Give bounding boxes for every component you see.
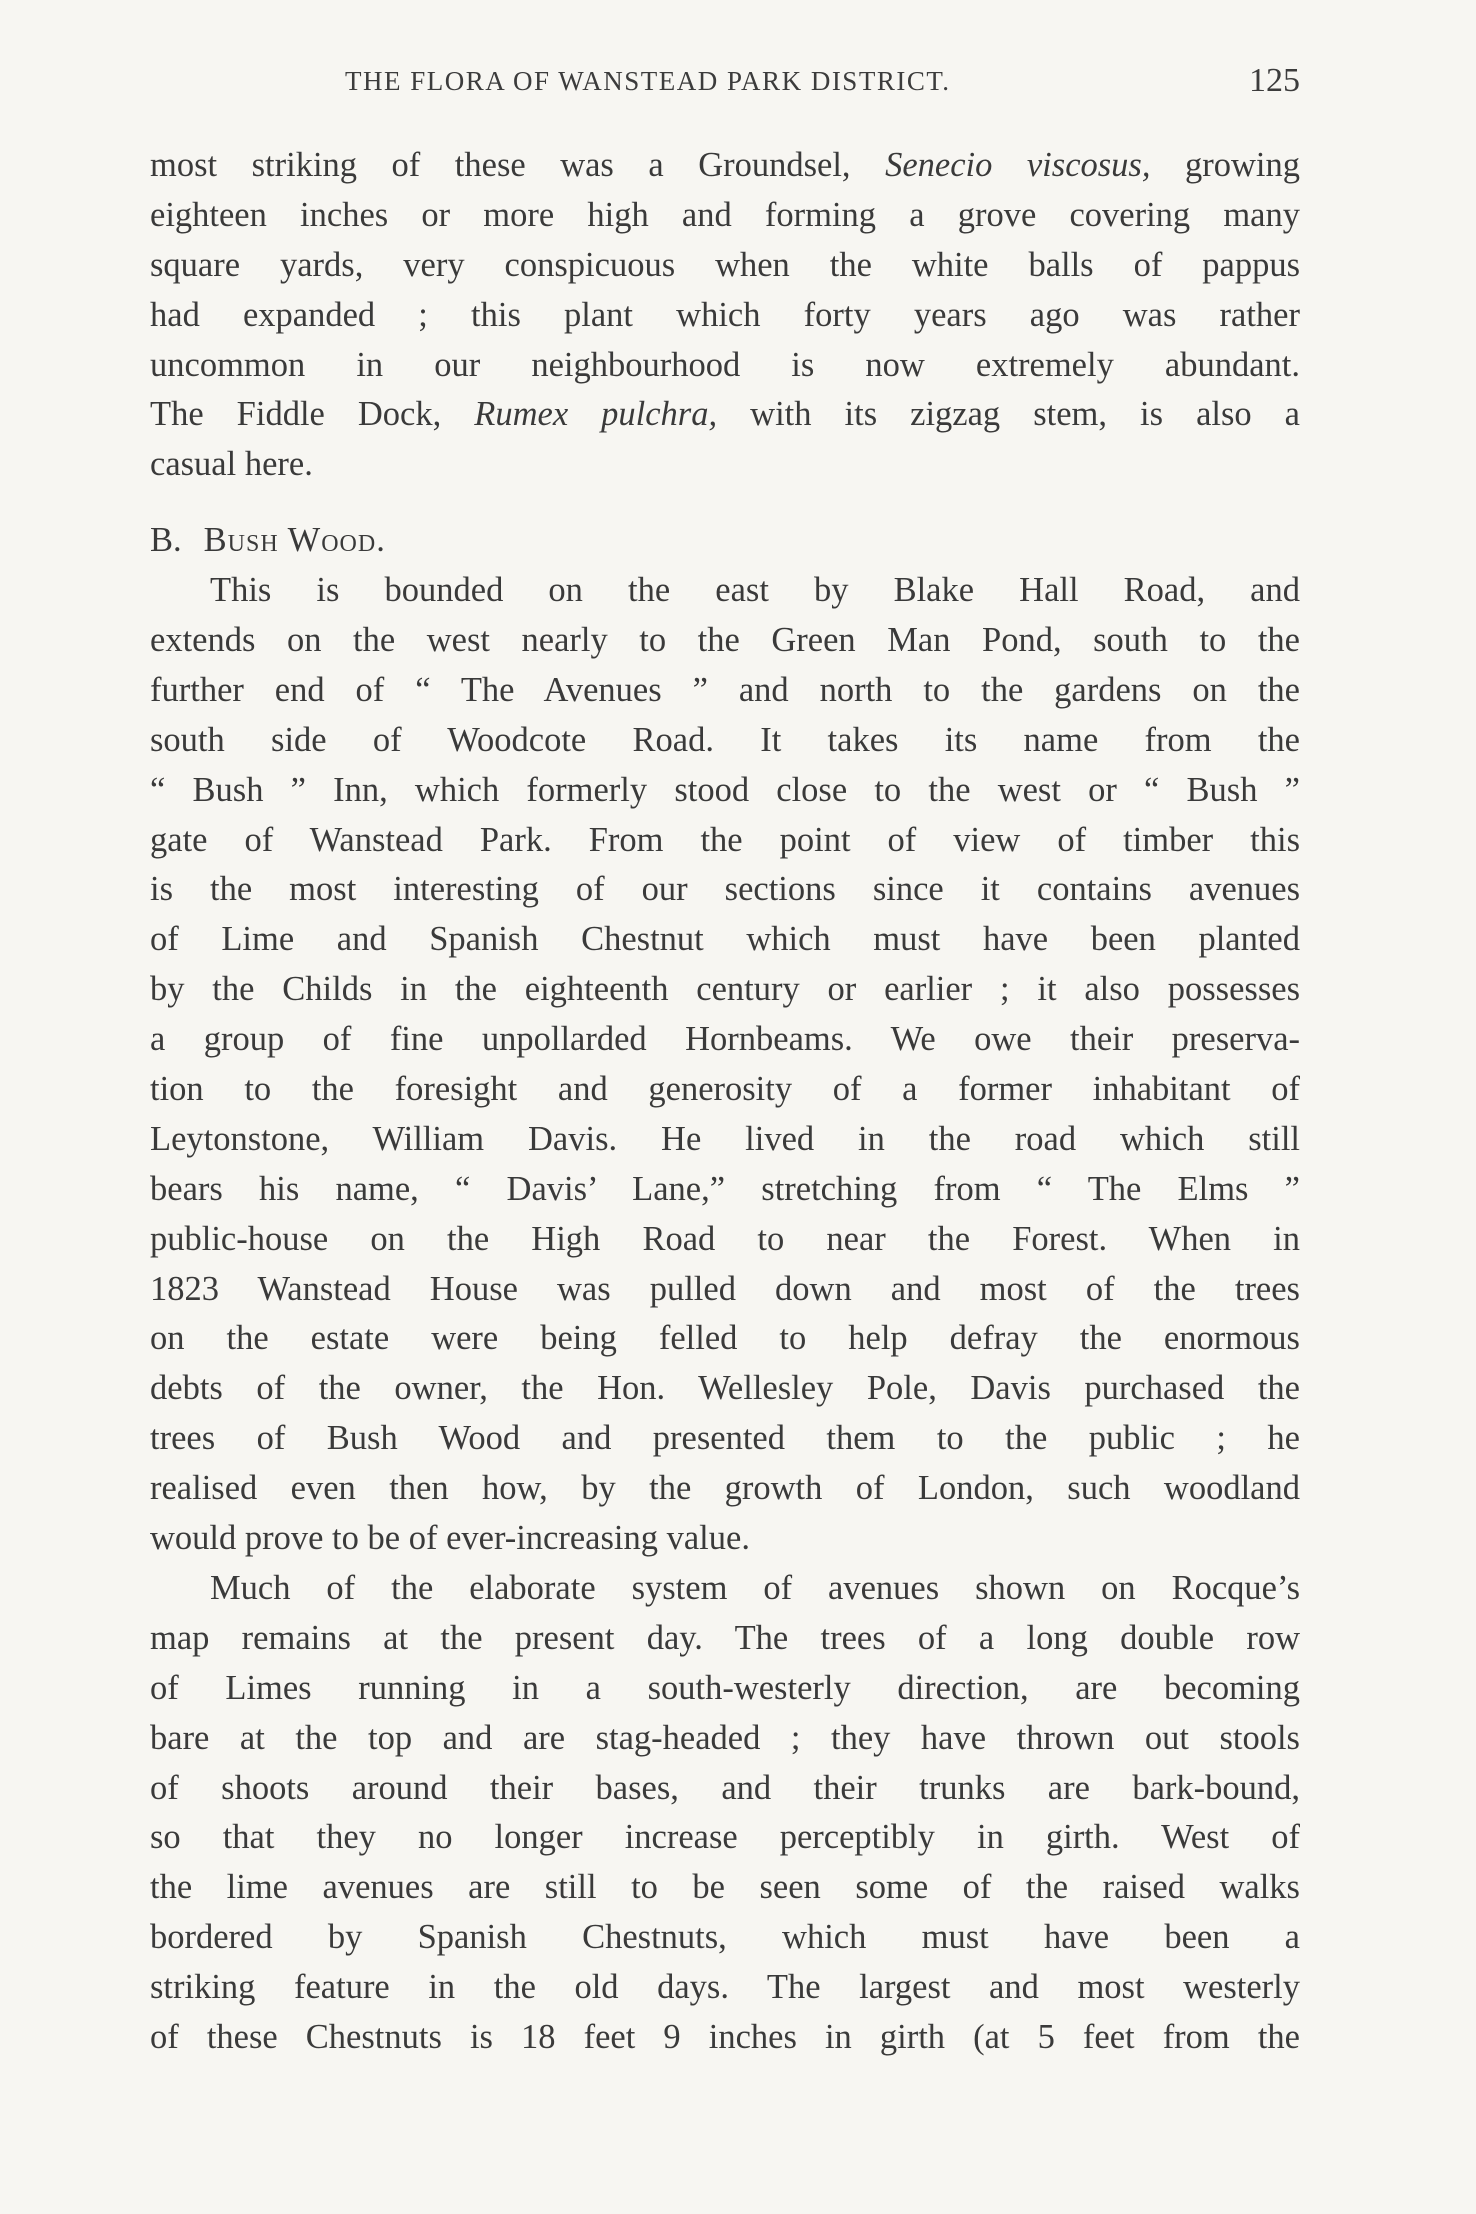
text-line: 1823 Wanstead House was pulled down and most of the trees xyxy=(150,1269,1300,1308)
text-run: most striking of these was a Groundsel, xyxy=(150,146,886,184)
text-line: This is bounded on the east by Blake Hall Road, and xyxy=(210,571,1300,610)
text-run: growing xyxy=(1150,146,1300,184)
text-line: Much of the elaborate system of avenues shown on Rocque’s xyxy=(210,1568,1300,1607)
running-title: THE FLORA OF WANSTEAD PARK DISTRICT. xyxy=(345,66,951,96)
text-line: of Limes running in a south-westerly direction, are becoming xyxy=(150,1668,1300,1707)
paragraph-bush-wood xyxy=(150,566,1300,1564)
text-line: public-house on the High Road to near the Forest. When in xyxy=(150,1219,1300,1258)
text-line: realised even then how, by the growth of London, such woodland xyxy=(150,1469,1300,1508)
page-number: 125 xyxy=(1249,62,1300,99)
text-line: further end of “ The Avenues ” and north to the gardens on the xyxy=(150,670,1300,709)
text-run: The Fiddle Dock, xyxy=(150,395,475,434)
text-line: of Lime and Spanish Chestnut which must have been planted xyxy=(150,920,1300,959)
text-line: south side of Woodcote Road. It takes its name from the xyxy=(150,720,1300,759)
text-line: is the most interesting of our sections since it contains avenues xyxy=(150,870,1300,909)
text-line: bordered by Spanish Chestnuts, which must have been a xyxy=(150,1918,1300,1957)
text-line: bears his name, “ Davis’ Lane,” stretching from “ The Elms ” xyxy=(150,1169,1300,1208)
species-name: Senecio viscosus, xyxy=(885,146,1151,184)
section-title: Bush Wood. xyxy=(203,521,386,560)
text-line: had expanded ; this plant which forty years ago was rather xyxy=(150,295,1300,334)
body-text xyxy=(150,141,1300,2063)
section-heading xyxy=(150,516,1300,566)
text-line: uncommon in our neighbourhood is now extremely abundant. xyxy=(150,345,1300,384)
text-line xyxy=(150,390,1300,440)
text-line: square yards, very conspicuous when the white balls of pappus xyxy=(150,245,1300,284)
text-line: extends on the west nearly to the Green Man Pond, south to the xyxy=(150,621,1300,660)
text-line: trees of Bush Wood and presented them to the public ; he xyxy=(150,1419,1300,1458)
text-line: of shoots around their bases, and their trunks are bark-bound, xyxy=(150,1768,1300,1807)
text-line: on the estate were being felled to help defray the enormous xyxy=(150,1319,1300,1358)
text-line: Leytonstone, William Davis. He lived in the road which still xyxy=(150,1119,1300,1158)
text-line: the lime avenues are still to be seen some of the raised walks xyxy=(150,1868,1300,1907)
text-line: eighteen inches or more high and forming a grove covering many xyxy=(150,195,1300,234)
text-line: bare at the top and are stag-headed ; they have thrown out stools xyxy=(150,1718,1300,1757)
text-line: so that they no longer increase perceptibly in girth. West of xyxy=(150,1818,1300,1857)
text-line: a group of fine unpollarded Hornbeams. We owe their preserva- xyxy=(150,1020,1300,1059)
text-line: map remains at the present day. The trees of a long double row xyxy=(150,1618,1300,1657)
text-line: gate of Wanstead Park. From the point of view of timber this xyxy=(150,820,1300,859)
paragraph-avenues xyxy=(150,1564,1300,2063)
text-line: would prove to be of ever-increasing value. xyxy=(150,1519,750,1558)
text-line xyxy=(150,141,1300,191)
text-line: debts of the owner, the Hon. Wellesley Pole, Davis purchased the xyxy=(150,1369,1300,1408)
text-line: of these Chestnuts is 18 feet 9 inches in girth (at 5 feet from the xyxy=(150,2017,1300,2056)
text-line: tion to the foresight and generosity of a former inhabitant of xyxy=(150,1070,1300,1109)
text-line: casual here. xyxy=(150,445,313,484)
text-line: by the Childs in the eighteenth century or earlier ; it also possesses xyxy=(150,970,1300,1009)
species-name: Rumex pulchra, xyxy=(474,395,718,434)
text-run: with its zigzag stem, is also a xyxy=(717,395,1300,434)
running-head xyxy=(150,62,1300,106)
section-letter: B. xyxy=(150,521,182,560)
text-line: “ Bush ” Inn, which formerly stood close to the west or “ Bush ” xyxy=(150,770,1300,809)
text-line: striking feature in the old days. The largest and most westerly xyxy=(150,1968,1300,2007)
